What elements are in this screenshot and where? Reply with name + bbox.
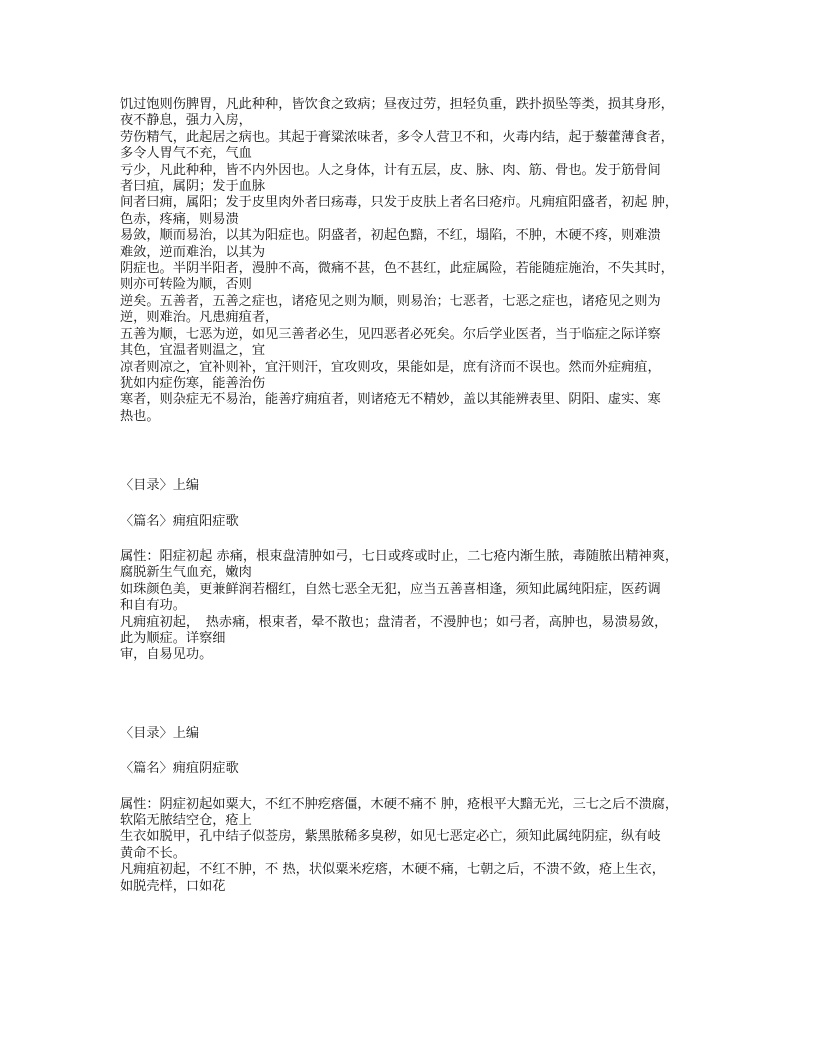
intro-paragraph <box>120 97 720 425</box>
text-line: 属性：阴症初起如粟大，不红不肿疙瘩僵，木硬不痛不 肿，疮根平大黯无光，三七之后不溃腐， <box>120 796 679 812</box>
text-line: 劳伤精气，此起居之病也。其起于膏粱浓味者，多令人营卫不和，火毒内结，起于藜藿薄食者， <box>120 129 674 145</box>
section-yin-song <box>120 726 720 895</box>
text-line: 间者曰痈，属阳；发于皮里肉外者曰疡毒，只发于皮肤上者名曰疮疖。凡痈疽阳盛者，初起 肿， <box>120 195 679 211</box>
text-line: 热也。 <box>120 408 160 424</box>
text-line: 凡痈疽初起， 热赤痛，根束者，晕不散也；盘清者，不漫肿也；如弓者，高肿也，易溃易敛， <box>120 614 668 630</box>
text-line: 如脱壳样，口如花 <box>120 878 226 894</box>
text-line: 逆，则难治。凡患痈疽者， <box>120 310 279 326</box>
text-line: 五善为顺，七恶为逆，如见三善者必生，见四恶者必死矣。尔后学业医者，当于临症之际详察 <box>120 326 661 342</box>
text-line: 多令人胃气不充，气血 <box>120 146 252 162</box>
text-line: 亏少，凡此种种，皆不内外因也。人之身体，计有五层，皮、脉、肉、筋、骨也。发于筋骨间 <box>120 162 661 178</box>
text-line: 阴症也。半阴半阳者，漫肿不高，微痛不甚，色不甚红，此症属险，若能随症施治，不失其时， <box>120 261 674 277</box>
text-line: 则亦可转险为顺，否则 <box>120 277 252 293</box>
text-line: 色赤，疼痛，则易溃 <box>120 211 239 227</box>
text-line: 难敛，逆而难治，以其为 <box>120 244 266 260</box>
catalog-heading: 〈目录〉上编 <box>120 725 200 741</box>
section-title: 〈篇名〉痈疽阳症歌 <box>120 513 239 529</box>
text-line: 腐脱新生气血充，嫩肉 <box>120 565 252 581</box>
text-line: 犹如内症伤寒，能善治伤 <box>120 375 266 391</box>
text-line: 逆矣。五善者，五善之症也，诸疮见之则为顺，则易治；七恶者，七恶之症也，诸疮见之则为 <box>120 293 661 309</box>
text-line: 易敛，顺而易治，以其为阳症也。阴盛者，初起色黯，不红，塌陷，不肿，木硬不疼，则难溃 <box>120 228 661 244</box>
section-title: 〈篇名〉痈疽阴症歌 <box>120 761 239 777</box>
text-line: 属性：阳症初起 赤痛，根束盘清肿如弓，七日或疼或时止，二七疮内渐生脓，毒随脓出精神爽， <box>120 548 679 564</box>
text-line: 饥过饱则伤脾胃，凡此种种，皆饮食之致病；昼夜过劳，担轻负重，跌扑损坠等类，损其身形， <box>120 97 674 112</box>
text-line: 此为顺症。详察细 <box>120 630 226 646</box>
section-body <box>120 797 720 895</box>
text-line: 凉者则凉之，宜补则补，宜汗则汗，宜攻则攻，果能如是，庶有济而不误也。然而外症痈疽， <box>120 359 661 375</box>
text-line: 生衣如脱甲，孔中结子似莶房，紫黑脓稀多臭秽，如见七恶定必亡，须知此属纯阴症，纵有岐 <box>120 829 661 845</box>
section-yang-song <box>120 478 720 664</box>
text-line: 夜不静息，强力入房， <box>120 113 252 129</box>
text-line: 黄命不长。 <box>120 845 186 861</box>
text-line: 和自有功。 <box>120 598 186 614</box>
text-line: 如珠颜色美，更兼鲜润若榴红，自然七恶全无犯，应当五善喜相逢，须知此属纯阳症，医药调 <box>120 581 661 597</box>
text-line: 其色，宜温者则温之，宜 <box>120 343 266 359</box>
catalog-heading: 〈目录〉上编 <box>120 478 200 494</box>
text-line: 者曰疽，属阴；发于血脉 <box>120 179 266 195</box>
text-line: 审，自易见功。 <box>120 647 213 663</box>
text-line: 寒者，则杂症无不易治，能善疗痈疽者，则诸疮无不精妙，盖以其能辨表里、阴阳、虚实、寒 <box>120 392 661 408</box>
text-line: 凡痈疽初起，不红不肿，不 热，状似粟米疙瘩，木硬不痛，七朝之后，不溃不敛，疮上生衣， <box>120 862 665 878</box>
text-line: 软陷无脓结空仓，疮上 <box>120 813 252 828</box>
document-page <box>120 97 720 895</box>
section-body <box>120 549 720 664</box>
